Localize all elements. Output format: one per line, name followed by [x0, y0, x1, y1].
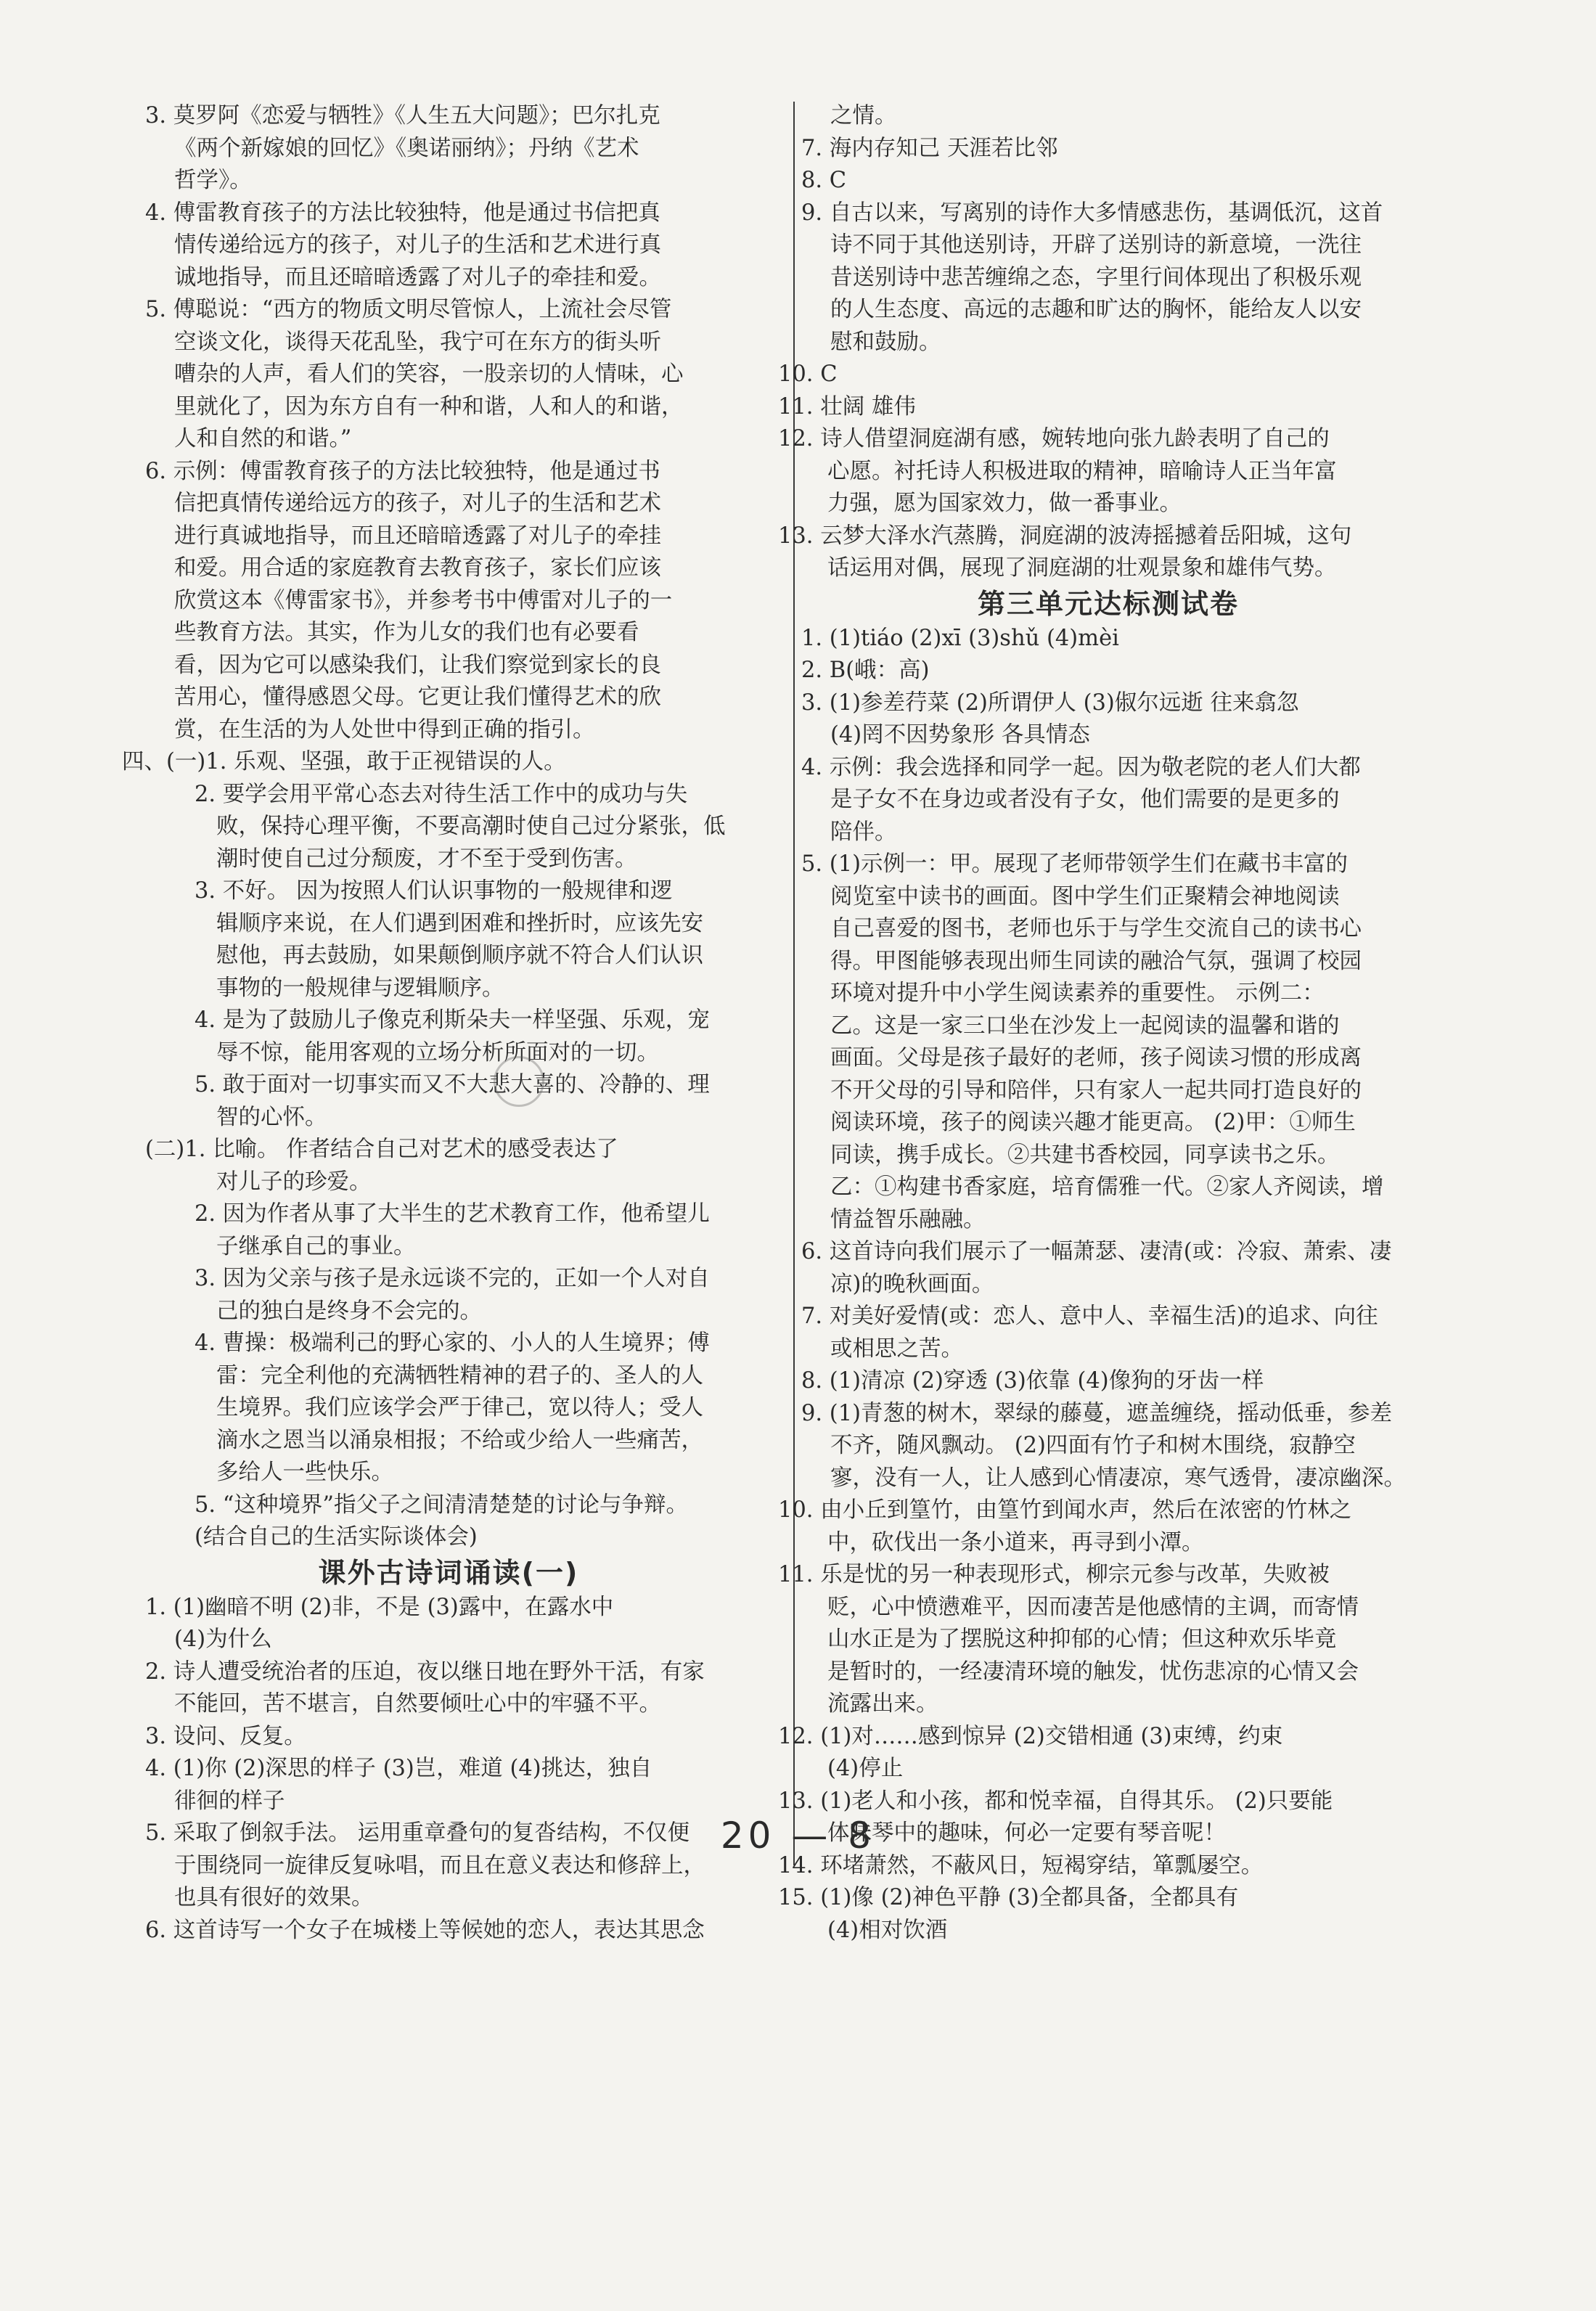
answer-line: 5. 采取了倒叙手法。 运用重章叠句的复沓结构，不仅便 — [145, 1820, 689, 1846]
answer-line: 6. 这首诗写一个女子在城楼上等候她的恋人，表达其思念 — [145, 1917, 705, 1943]
answer-item — [778, 1301, 1439, 1365]
answer-line: 智的心怀。 — [216, 1104, 327, 1130]
page-number: 20 — 8 — [720, 1815, 876, 1857]
answer-item — [778, 1721, 1439, 1786]
left-column — [122, 100, 775, 1947]
answer-line: 13. (1)老人和小孩，都和悦幸福，自得其乐。 (2)只要能 — [778, 1788, 1333, 1814]
answer-item — [122, 779, 775, 876]
answer-line: 14. 环堵萧然，不蔽风日，短褐穿结，箪瓢屡空。 — [778, 1852, 1264, 1878]
answer-item — [778, 1365, 1439, 1398]
answer-line: 山水正是为了摆脱这种抑郁的心情；但这种欢乐毕竟 — [827, 1627, 1337, 1652]
answer-line: 2. B(峨：高) — [801, 658, 930, 683]
answer-line: 苦用心，懂得感恩父母。它更让我们懂得艺术的欣 — [174, 684, 661, 710]
answer-item — [778, 100, 1439, 133]
answer-item — [778, 848, 1439, 1236]
answer-line: 凉)的晚秋画面。 — [830, 1271, 994, 1297]
answer-line: 8. (1)清凉 (2)穿透 (3)依靠 (4)像狗的牙齿一样 — [801, 1368, 1264, 1394]
answer-line: 里就化了，因为东方自有一种和谐，人和人的和谐， — [174, 393, 684, 420]
answer-item — [122, 1134, 775, 1198]
answer-line: 不能回，苦不堪言，自然要倾吐心中的牢骚不平。 — [174, 1691, 661, 1717]
answer-line: 4. 是为了鼓励儿子像克利斯朵夫一样坚强、乐观，宠 — [195, 1007, 710, 1033]
answer-item — [778, 423, 1439, 520]
answer-line: 徘徊的样子 — [174, 1788, 285, 1814]
answer-line: 15. (1)像 (2)神色平静 (3)全都具备，全都具有 — [778, 1885, 1239, 1910]
answer-line: 11. 乐是忧的另一种表现形式，柳宗元参与改革，失败被 — [778, 1562, 1330, 1587]
watermark-stamp — [494, 1056, 544, 1107]
answer-item — [122, 1069, 775, 1134]
answer-line: 3. 设问、反复。 — [145, 1723, 306, 1749]
answer-line: 力强，愿为国家效力，做一番事业。 — [827, 491, 1182, 516]
answer-item — [778, 623, 1439, 655]
answer-line: 是暂时的，一经凄清环境的触发，忧伤悲凉的心情又会 — [827, 1658, 1359, 1685]
answer-line: 对儿子的珍爱。 — [216, 1169, 372, 1195]
answer-line: 进行真诚地指导，而且还暗暗透露了对儿子的牵挂 — [174, 523, 661, 549]
answer-line: (4)罔不因势象形 各具情态 — [830, 722, 1090, 748]
answer-line: 哲学》。 — [174, 168, 252, 193]
answer-line: 信把真情传递给远方的孩子，对儿子的生活和艺术 — [174, 491, 661, 516]
answer-item — [778, 655, 1439, 687]
answer-line: 同读，携手成长。②共建书香校园，同享读书之乐。 — [830, 1142, 1340, 1168]
answer-line: 是子女不在身边或者没有子女，他们需要的是更多的 — [830, 787, 1340, 812]
answer-line: 人和自然的和谐。” — [174, 426, 352, 451]
answer-line: (结合自己的生活实际谈体会) — [195, 1524, 478, 1550]
answer-line: 13. 云梦大泽水汽蒸腾，洞庭湖的波涛摇撼着岳阳城，这句 — [778, 523, 1352, 549]
answer-item — [778, 520, 1439, 585]
answer-line: (4)停止 — [827, 1756, 904, 1781]
answer-line: 流露出来。 — [827, 1691, 938, 1717]
answer-line: 诗不同于其他送别诗，开辟了送别诗的新意境，一洗往 — [830, 232, 1362, 258]
answer-line: 潮时使自己过分颓废，才不至于受到伤害。 — [216, 846, 637, 872]
answer-line: 贬，心中愤懑难平，因而凄苦是他感情的主调，而寄情 — [827, 1594, 1359, 1620]
answer-line: 7. 对美好爱情(或：恋人、意中人、幸福生活)的追求、向往 — [801, 1304, 1378, 1329]
answer-item — [778, 197, 1439, 359]
answer-line: 不开父母的引导和陪伴，只有家人一起共同打造良好的 — [830, 1077, 1362, 1103]
answer-line: (4)为什么 — [174, 1627, 272, 1652]
answer-line: 寥，没有一人，让人感到心情凄凉，寒气透骨，凄凉幽深。 — [830, 1465, 1406, 1491]
answer-line: 乙。这是一家三口坐在沙发上一起阅读的温馨和谐的 — [830, 1013, 1340, 1039]
answer-line: 画面。父母是孩子最好的老师，孩子阅读习惯的形成离 — [830, 1045, 1362, 1071]
answer-line: 慰他，再去鼓励，如果颠倒顺序就不符合人们认识 — [216, 943, 703, 968]
answer-line: 败，保持心理平衡，不要高潮时使自己过分紧张，低 — [216, 814, 726, 839]
right-column — [778, 100, 1439, 1947]
answer-line: 得。甲图能够表现出师生同读的融洽气氛，强调了校园 — [830, 948, 1362, 974]
answer-item — [778, 359, 1439, 391]
answer-line: 1. (1)tiáo (2)xī (3)shǔ (4)mèi — [801, 625, 1119, 651]
answer-line: 9. 自古以来，写离别的诗作大多情感悲伤，基调低沉，这首 — [801, 200, 1383, 226]
answer-line: 诚地指导，而且还暗暗透露了对儿子的牵挂和爱。 — [174, 264, 661, 290]
answer-line: 3. 不好。 因为按照人们认识事物的一般规律和逻 — [195, 878, 673, 904]
answer-line: 5. 傅聪说：“西方的物质文明尽管惊人，上流社会尽管 — [145, 297, 672, 322]
answer-line: 些教育方法。其实，作为儿女的我们也有必要看 — [174, 620, 639, 645]
answer-line: 自己喜爱的图书，老师也乐于与学生交流自己的读书心 — [830, 916, 1362, 941]
answer-item — [778, 1236, 1439, 1301]
answer-line: 《两个新嫁娘的回忆》《奥诺丽纳》；丹纳《艺术 — [174, 135, 639, 161]
answer-item — [122, 1721, 775, 1754]
answer-item — [122, 875, 775, 1005]
answer-line: 11. 壮阔 雄伟 — [778, 393, 916, 420]
answer-line: 欣赏这本《傅雷家书》，并参考书中傅雷对儿子的一 — [174, 587, 673, 613]
answer-line: 看，因为它可以感染我们，让我们察觉到家长的良 — [174, 652, 661, 678]
answer-line: 生境界。我们应该学会严于律己，宽以待人；受人 — [216, 1395, 703, 1420]
answer-item — [778, 1494, 1439, 1559]
answer-item — [122, 1263, 775, 1328]
answer-line: 和爱。用合适的家庭教育去教育孩子，家长们应该 — [174, 555, 661, 581]
answer-line: 情传递给远方的孩子，对儿子的生活和艺术进行真 — [174, 232, 661, 258]
answer-line: 阅览室中读书的画面。图中学生们正聚精会神地阅读 — [830, 883, 1340, 909]
answer-line: 12. (1)对……感到惊异 (2)交错相通 (3)束缚，约束 — [778, 1723, 1283, 1749]
answer-line: 5. (1)示例一：甲。展现了老师带领学生们在藏书丰富的 — [801, 851, 1348, 877]
answer-line: 5. “这种境界”指父子之间清清楚楚的讨论与争辩。 — [195, 1492, 688, 1518]
answer-line: 事物的一般规律与逻辑顺序。 — [216, 975, 504, 1001]
answer-line: 辑顺序来说，在人们遇到困难和挫折时，应该先安 — [216, 910, 703, 936]
section-heading: 第三单元达标测试卷 — [977, 587, 1239, 620]
answer-line: 2. 诗人遭受统治者的压迫，夜以继日地在野外干活，有家 — [145, 1658, 705, 1685]
answer-line: 8. C — [801, 168, 847, 193]
answer-line: 3. (1)参差荇菜 (2)所谓伊人 (3)俶尔远逝 往来翕忽 — [801, 690, 1299, 716]
answer-line: 中，砍伐出一条小道来，再寻到小潭。 — [827, 1529, 1204, 1555]
answer-line: 慰和鼓励。 — [830, 329, 941, 355]
answer-line: 5. 敢于面对一切事实而又不大悲大喜的、冷静的、理 — [195, 1072, 710, 1097]
answer-item — [778, 133, 1439, 165]
answer-item — [778, 1882, 1439, 1947]
answer-line: 之情。 — [830, 103, 897, 128]
answer-line: 辱不惊，能用客观的立场分析所面对的一切。 — [216, 1039, 659, 1065]
answer-item — [122, 1489, 775, 1554]
answer-item — [778, 687, 1439, 752]
answer-line: 6. 示例：傅雷教育孩子的方法比较独特，他是通过书 — [145, 458, 660, 484]
answer-line: 阅读环境，孩子的阅读兴趣才能更高。 (2)甲：①师生 — [830, 1110, 1356, 1135]
answer-line: 多给人一些快乐。 — [216, 1460, 393, 1485]
answer-line: 乙：①构建书香家庭，培育儒雅一代。②家人齐阅读，增 — [830, 1174, 1384, 1200]
answer-item — [778, 165, 1439, 197]
answer-line: 赏，在生活的为人处世中得到正确的指引。 — [174, 716, 595, 743]
answer-item — [122, 1915, 775, 1947]
answer-item — [122, 1656, 775, 1721]
answer-item — [122, 456, 775, 747]
answer-line: 话运用对偶，展现了洞庭湖的壮观景象和雄伟气势。 — [827, 555, 1337, 581]
answer-line: (4)相对饮酒 — [827, 1917, 948, 1943]
answer-line: 雷：完全利他的充满牺牲精神的君子的、圣人的人 — [216, 1362, 703, 1388]
section-heading: 课外古诗词诵读(一) — [318, 1556, 579, 1589]
answer-line: 3. 莫罗阿《恋爱与牺牲》《人生五大问题》；巴尔扎克 — [145, 103, 660, 128]
answer-line: 的人生态度、高远的志趣和旷达的胸怀，能给友人以安 — [830, 297, 1362, 322]
answer-line: 4. (1)你 (2)深思的样子 (3)岂，难道 (4)挑达，独自 — [145, 1756, 652, 1781]
answer-item — [778, 752, 1439, 849]
answer-line: 2. 要学会用平常心态去对待生活工作中的成功与失 — [195, 781, 688, 807]
answer-item — [122, 1328, 775, 1489]
answer-line: 2. 因为作者从事了大半生的艺术教育工作，他希望儿 — [195, 1201, 710, 1227]
answer-line: 滴水之恩当以涌泉相报；不给或少给人一些痛苦， — [216, 1427, 703, 1453]
answer-line: 9. (1)青葱的树木，翠绿的藤蔓，遮盖缠绕，摇动低垂，参差 — [801, 1400, 1392, 1426]
answer-line: 于围绕同一旋律反复咏唱，而且在意义表达和修辞上， — [174, 1852, 705, 1878]
answer-line: 子继承自己的事业。 — [216, 1233, 416, 1259]
answer-line: 6. 这首诗向我们展示了一幅萧瑟、凄清(或：冷寂、萧索、凄 — [801, 1239, 1392, 1264]
answer-line: 12. 诗人借望洞庭湖有感，婉转地向张九龄表明了自己的 — [778, 426, 1330, 451]
answer-line: 10. C — [778, 361, 838, 387]
answer-line: 10. 由小丘到篁竹，由篁竹到闻水声，然后在浓密的竹林之 — [778, 1497, 1352, 1523]
answer-line: 嘈杂的人声，看人们的笑容，一股亲切的人情味，心 — [174, 361, 684, 387]
answer-item — [122, 1005, 775, 1069]
answer-line: 环境对提升中小学生阅读素养的重要性。 示例二： — [830, 981, 1325, 1006]
answer-line: 昔送别诗中悲苦缠绵之态，字里行间体现出了积极乐观 — [830, 264, 1362, 290]
answer-line: 4. 示例：我会选择和同学一起。因为敬老院的老人们大都 — [801, 754, 1361, 780]
answer-line: 心愿。衬托诗人积极进取的精神，暗喻诗人正当年富 — [827, 458, 1337, 484]
answer-line: 不齐，随风飘动。 (2)四面有竹子和树木围绕，寂静空 — [830, 1433, 1356, 1458]
answer-line: 陪伴。 — [830, 819, 897, 845]
answer-line: 己的独白是终身不会完的。 — [216, 1298, 482, 1324]
answer-line: 体味琴中的趣味，何必一定要有琴音呢！ — [827, 1820, 1226, 1846]
answer-line: (二)1. 比喻。 作者结合自己对艺术的感受表达了 — [145, 1137, 618, 1162]
answer-line: 4. 傅雷教育孩子的方法比较独特，他是通过书信把真 — [145, 200, 660, 226]
answer-line: 四、(一)1. 乐观、坚强，敢于正视错误的人。 — [122, 749, 566, 774]
answer-item — [122, 746, 775, 779]
answer-line: 3. 因为父亲与孩子是永远谈不完的，正如一个人对自 — [195, 1266, 710, 1291]
answer-line: 空谈文化，谈得天花乱坠，我宁可在东方的街头听 — [174, 329, 661, 355]
answer-line: 4. 曹操：极端利己的野心家的、小人的人生境界；傅 — [195, 1330, 710, 1356]
answer-line: 7. 海内存知己 天涯若比邻 — [801, 135, 1058, 161]
answer-line: 情益智乐融融。 — [830, 1206, 986, 1232]
answer-line: 也具有很好的效果。 — [174, 1885, 374, 1910]
answer-line: 1. (1)幽暗不明 (2)非，不是 (3)露中，在露水中 — [145, 1594, 614, 1620]
answer-item — [778, 1559, 1439, 1721]
answer-item — [122, 100, 775, 197]
answer-item — [778, 1398, 1439, 1495]
answer-line: 或相思之苦。 — [830, 1336, 963, 1362]
answer-item — [122, 1753, 775, 1817]
answer-item — [122, 294, 775, 456]
answer-item — [122, 197, 775, 295]
answer-item — [778, 391, 1439, 424]
answer-item — [122, 1198, 775, 1263]
answer-item — [122, 1592, 775, 1656]
